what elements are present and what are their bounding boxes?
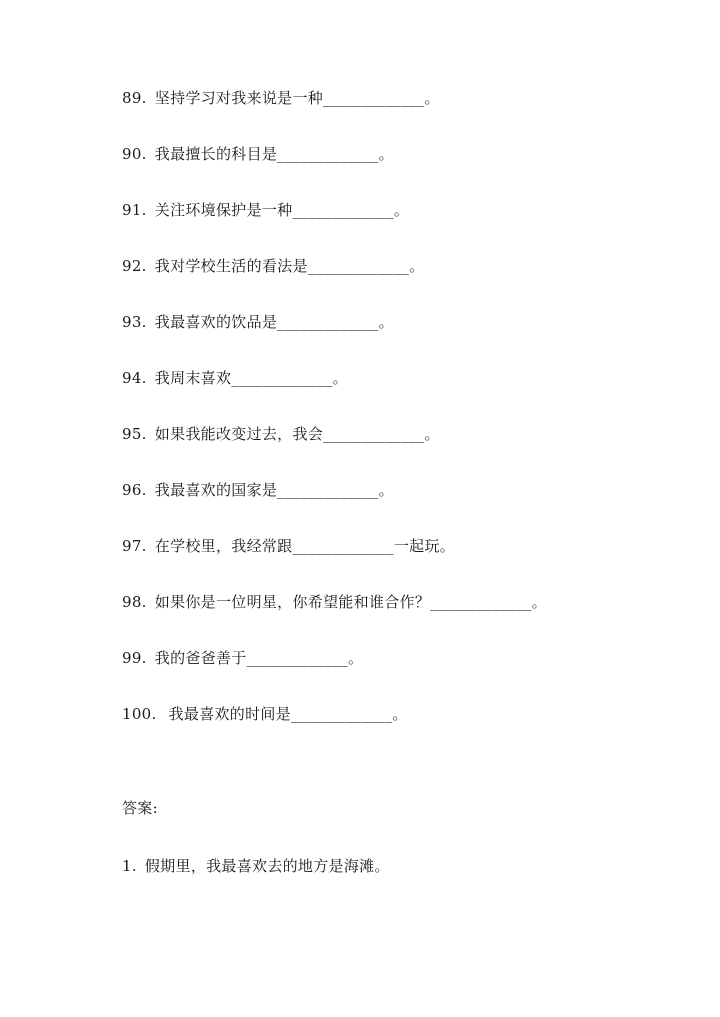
question-text: 我的爸爸善于_____________。 (154, 649, 364, 667)
question-text: 我最喜欢的国家是_____________。 (154, 481, 394, 499)
question-99 (122, 648, 363, 668)
question-text: 关注环境保护是一种_____________。 (154, 201, 410, 219)
question-92 (122, 256, 424, 276)
question-text: 我最擅长的科目是_____________。 (154, 145, 394, 163)
question-number: 92. (122, 257, 147, 275)
question-95 (122, 424, 440, 444)
question-number: 99. (122, 649, 147, 667)
question-number: 96. (122, 481, 147, 499)
question-text: 我最喜欢的时间是_____________。 (168, 705, 408, 723)
answer-1 (122, 856, 390, 876)
answer-number: 1. (122, 857, 137, 875)
answers-heading: 答案: (122, 799, 158, 817)
question-text: 在学校里，我经常跟_____________一起玩。 (154, 537, 456, 555)
question-number: 95. (122, 425, 147, 443)
question-number: 91. (122, 201, 147, 219)
question-98 (122, 592, 547, 612)
question-89 (122, 88, 440, 108)
question-number: 89. (122, 89, 147, 107)
question-number: 94. (122, 369, 147, 387)
question-number: 100. (122, 705, 157, 723)
question-text: 如果你是一位明星，你希望能和谁合作？_____________。 (154, 593, 547, 611)
question-text: 如果我能改变过去，我会_____________。 (154, 425, 440, 443)
question-number: 90. (122, 145, 147, 163)
question-number: 98. (122, 593, 147, 611)
question-94 (122, 368, 348, 388)
question-96 (122, 480, 394, 500)
question-text: 我最喜欢的饮品是_____________。 (154, 313, 394, 331)
question-text: 我对学校生活的看法是_____________。 (154, 257, 425, 275)
question-90 (122, 144, 394, 164)
question-91 (122, 200, 409, 220)
question-number: 93. (122, 313, 147, 331)
question-100 (122, 704, 408, 724)
question-text: 坚持学习对我来说是一种_____________。 (154, 89, 440, 107)
question-text: 我周末喜欢_____________。 (154, 369, 348, 387)
question-93 (122, 312, 394, 332)
question-number: 97. (122, 537, 147, 555)
question-97 (122, 536, 455, 556)
answer-text: 假期里，我最喜欢去的地方是海滩。 (144, 857, 390, 875)
